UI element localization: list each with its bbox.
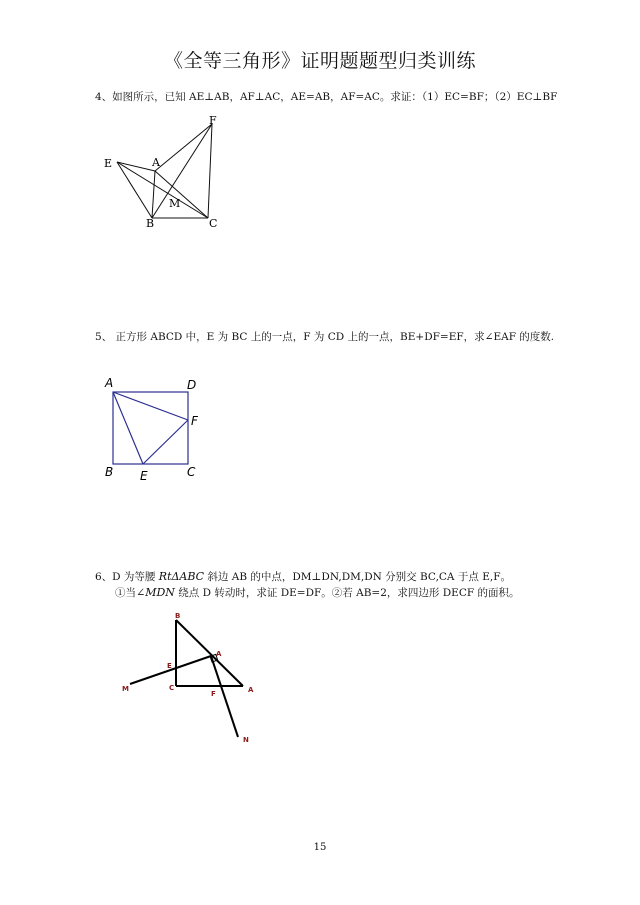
label-A: A — [152, 156, 160, 169]
label-N: N — [243, 736, 249, 744]
label-E: E — [167, 662, 172, 670]
label-D: D — [187, 378, 197, 392]
question-6-angle: ∠MDN — [136, 586, 175, 599]
label-A: A — [248, 686, 254, 694]
label-C: C — [169, 684, 175, 692]
question-5-text: 5、 正方形 ABCD 中，E 为 BC 上的一点，F 为 CD 上的一点，BE+DF=EF，求∠EAF 的度数. — [95, 331, 555, 343]
question-5-figure — [95, 370, 215, 490]
label-B: B — [105, 465, 114, 479]
label-C: C — [187, 465, 196, 479]
label-M: M — [122, 685, 129, 693]
label-C: C — [209, 217, 218, 230]
label-F: F — [191, 414, 198, 428]
label-F: F — [211, 690, 216, 698]
label-B: B — [146, 217, 155, 230]
label-D-A: A — [216, 650, 222, 658]
label-F: F — [209, 114, 217, 127]
label-E: E — [140, 469, 148, 483]
question-6-triangle: RtΔABC — [158, 570, 205, 583]
page-title: 《全等三角形》证明题题型归类训练 — [163, 50, 476, 72]
question-6-line2-suffix: 绕点 D 转动时，求证 DE=DF。②若 AB=2，求四边形 DECF 的面积。 — [174, 587, 520, 599]
label-A: A — [105, 376, 114, 390]
question-6-prefix: 6、D 为等腰 — [95, 571, 159, 583]
question-4-figure — [95, 112, 235, 232]
question-6-text — [95, 569, 511, 585]
page-number: 15 — [313, 842, 327, 853]
question-4-text: 4、如图所示，已知 AE⊥AB，AF⊥AC，AE=AB，AF=AC。求证：（1）EC=BF；（2）EC⊥BF — [95, 91, 558, 103]
question-6-line2-prefix: ①当 — [115, 587, 136, 599]
question-6-suffix: 斜边 AB 的中点，DM⊥DN,DM,DN 分别交 BC,CA 于点 E,F。 — [204, 571, 511, 583]
question-6-subquestions — [115, 585, 519, 601]
label-B: B — [175, 612, 181, 620]
question-6-figure — [110, 608, 270, 753]
label-M: M — [169, 197, 181, 210]
label-E: E — [104, 157, 113, 170]
